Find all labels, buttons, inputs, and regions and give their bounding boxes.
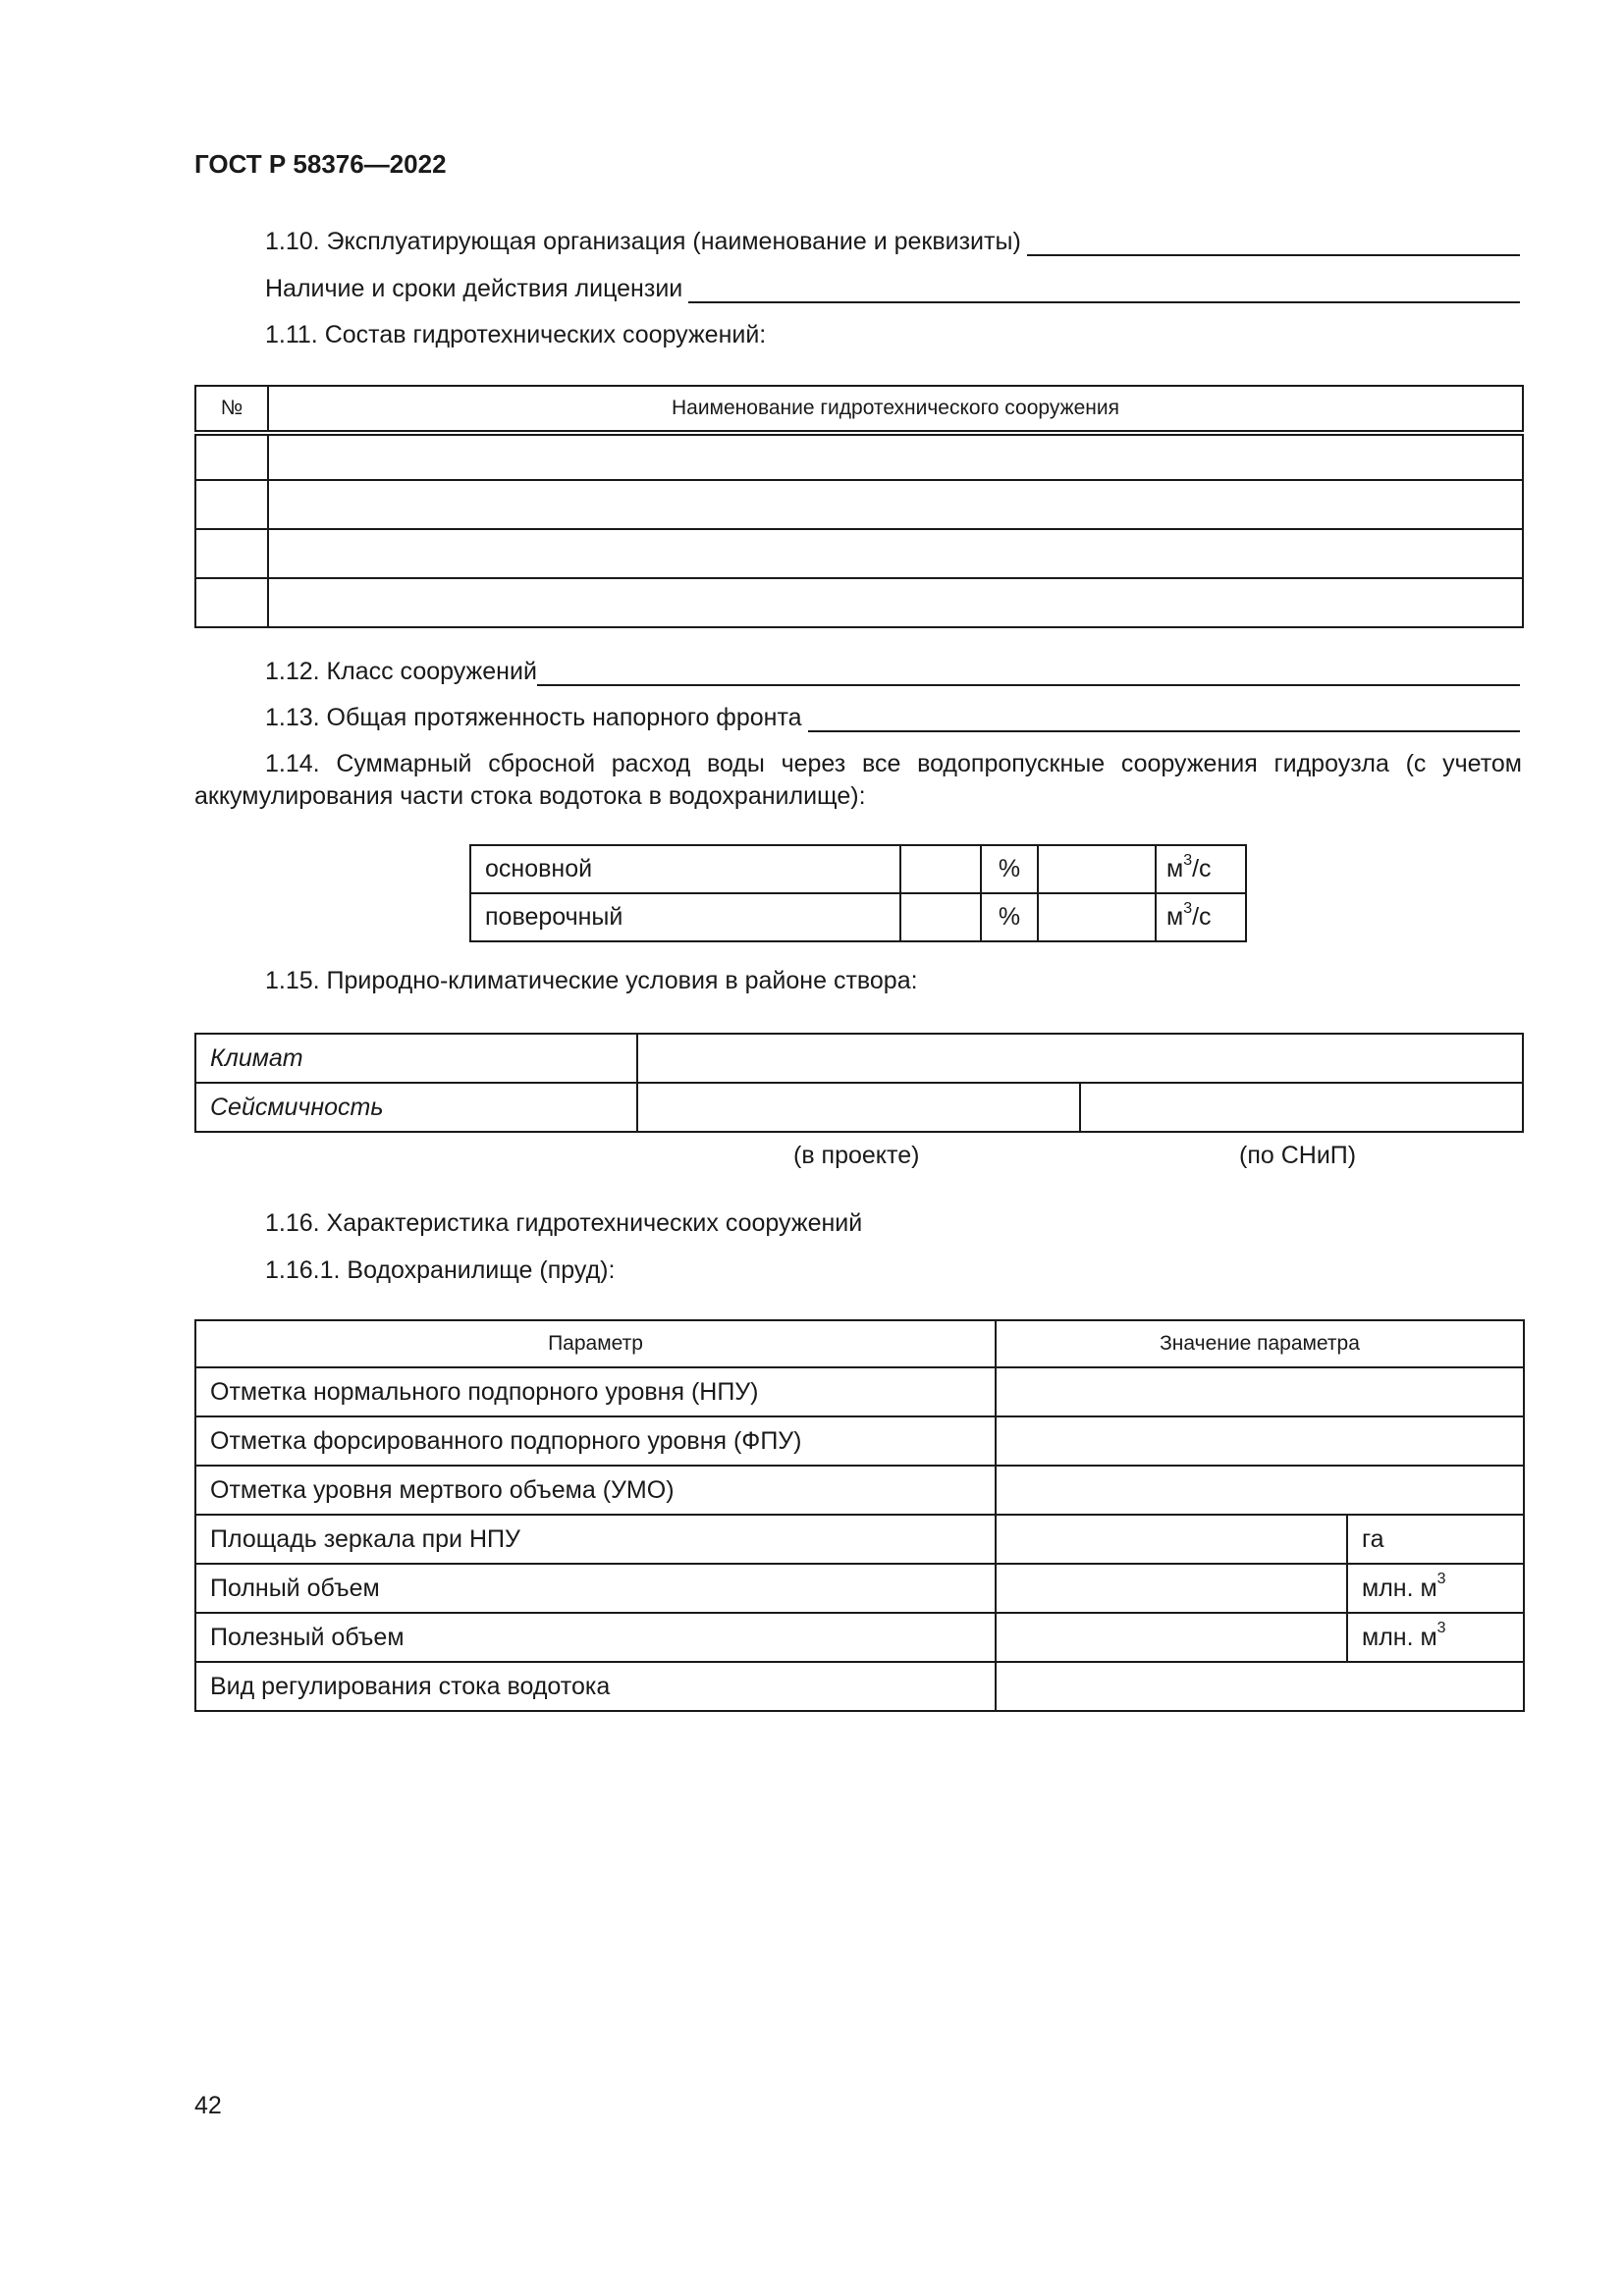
field-license: [265, 275, 1520, 303]
table-row: [195, 1034, 1523, 1083]
parameter-value[interactable]: [996, 1416, 1524, 1466]
discharge-table: [469, 844, 1247, 942]
table-row: [195, 433, 1523, 480]
fill-line[interactable]: [537, 663, 1520, 686]
parameter-unit: млн. $м^3$: [1347, 1564, 1524, 1613]
parameter-name: Вид регулирования стока водотока: [195, 1662, 996, 1711]
parameter-value[interactable]: [996, 1515, 1347, 1564]
section-1-15-title: 1.15. Природно-климатические условия в районе створа:: [265, 967, 918, 994]
field-operating-organization: [265, 228, 1520, 256]
table-cell[interactable]: [1038, 893, 1156, 941]
column-header-structure-name: Наименование гидротехнического сооружения: [268, 386, 1523, 433]
table-cell[interactable]: [637, 1034, 1523, 1083]
table-row: [195, 1466, 1524, 1515]
parameter-value[interactable]: [996, 1564, 1347, 1613]
column-header-parameter: Параметр: [195, 1320, 996, 1367]
table-cell[interactable]: [268, 480, 1523, 529]
table-row: [195, 480, 1523, 529]
seismicity-label: Сейсмичность: [195, 1083, 637, 1132]
table-row: [195, 1613, 1524, 1662]
parameter-name: Полный объем: [195, 1564, 996, 1613]
table-header-row: [195, 386, 1523, 433]
field-label: 1.12. Класс сооружений: [265, 658, 537, 685]
structures-table: [194, 385, 1524, 628]
table-row: [470, 845, 1246, 893]
fill-line[interactable]: [1027, 233, 1520, 256]
section-1-11-title: 1.11. Состав гидротехнических сооружений:: [265, 321, 767, 348]
parameter-value[interactable]: [996, 1662, 1524, 1711]
table-row: [195, 529, 1523, 578]
table-cell[interactable]: [268, 433, 1523, 480]
field-label: Наличие и сроки действия лицензии: [265, 275, 683, 302]
table-cell[interactable]: [1080, 1083, 1523, 1132]
document-code: ГОСТ Р 58376—2022: [194, 149, 447, 179]
section-1-16-title: 1.16. Характеристика гидротехнических сооружений: [265, 1209, 863, 1237]
page-number: 42: [194, 2092, 222, 2119]
table-row: [470, 893, 1246, 941]
table-row: [195, 1367, 1524, 1416]
reservoir-table: [194, 1319, 1525, 1712]
table-cell[interactable]: [195, 578, 268, 627]
note-in-project: (в проекте): [793, 1142, 920, 1169]
parameter-unit: млн. $м^3$: [1347, 1613, 1524, 1662]
table-cell[interactable]: [900, 893, 981, 941]
table-header-row: [195, 1320, 1524, 1367]
climate-table: [194, 1033, 1524, 1133]
table-cell[interactable]: [195, 480, 268, 529]
percent-unit: %: [981, 893, 1038, 941]
parameter-value[interactable]: [996, 1613, 1347, 1662]
climate-label: Климат: [195, 1034, 637, 1083]
table-row: [195, 1515, 1524, 1564]
field-structure-class: [265, 658, 1520, 686]
fill-line[interactable]: [688, 280, 1520, 303]
discharge-label: основной: [470, 845, 900, 893]
section-1-16-1-title: 1.16.1. Водохранилище (пруд):: [265, 1256, 616, 1284]
table-row: [195, 1662, 1524, 1711]
parameter-value[interactable]: [996, 1367, 1524, 1416]
table-row: [195, 578, 1523, 627]
fill-line[interactable]: [808, 709, 1520, 732]
parameter-name: Отметка форсированного подпорного уровня (ФПУ): [195, 1416, 996, 1466]
table-cell[interactable]: [195, 529, 268, 578]
field-pressure-front-length: [265, 704, 1520, 732]
table-row: [195, 1564, 1524, 1613]
flow-unit: $м^3/с$: [1156, 845, 1246, 893]
discharge-label: поверочный: [470, 893, 900, 941]
section-1-14-text: 1.14. Суммарный сбросной расход воды через все водопропускные сооружения гидроузла (с учетом аккумулирования части стока водотока в водохранилище):: [194, 750, 1522, 810]
flow-unit: $м^3/с$: [1156, 893, 1246, 941]
parameter-name: Отметка нормального подпорного уровня (НПУ): [195, 1367, 996, 1416]
table-cell[interactable]: [900, 845, 981, 893]
table-cell[interactable]: [268, 578, 1523, 627]
field-label: 1.13. Общая протяженность напорного фронта: [265, 704, 802, 731]
parameter-name: Площадь зеркала при НПУ: [195, 1515, 996, 1564]
table-cell[interactable]: [195, 433, 268, 480]
table-row: [195, 1083, 1523, 1132]
parameter-name: Полезный объем: [195, 1613, 996, 1662]
field-label: 1.10. Эксплуатирующая организация (наименование и реквизиты): [265, 228, 1021, 255]
table-cell[interactable]: [637, 1083, 1080, 1132]
note-by-snip: (по СНиП): [1239, 1142, 1357, 1169]
column-header-value: Значение параметра: [996, 1320, 1524, 1367]
table-cell[interactable]: [268, 529, 1523, 578]
column-header-number: №: [195, 386, 268, 433]
parameter-value[interactable]: [996, 1466, 1524, 1515]
percent-unit: %: [981, 845, 1038, 893]
table-row: [195, 1416, 1524, 1466]
parameter-unit: га: [1347, 1515, 1524, 1564]
table-cell[interactable]: [1038, 845, 1156, 893]
parameter-name: Отметка уровня мертвого объема (УМО): [195, 1466, 996, 1515]
